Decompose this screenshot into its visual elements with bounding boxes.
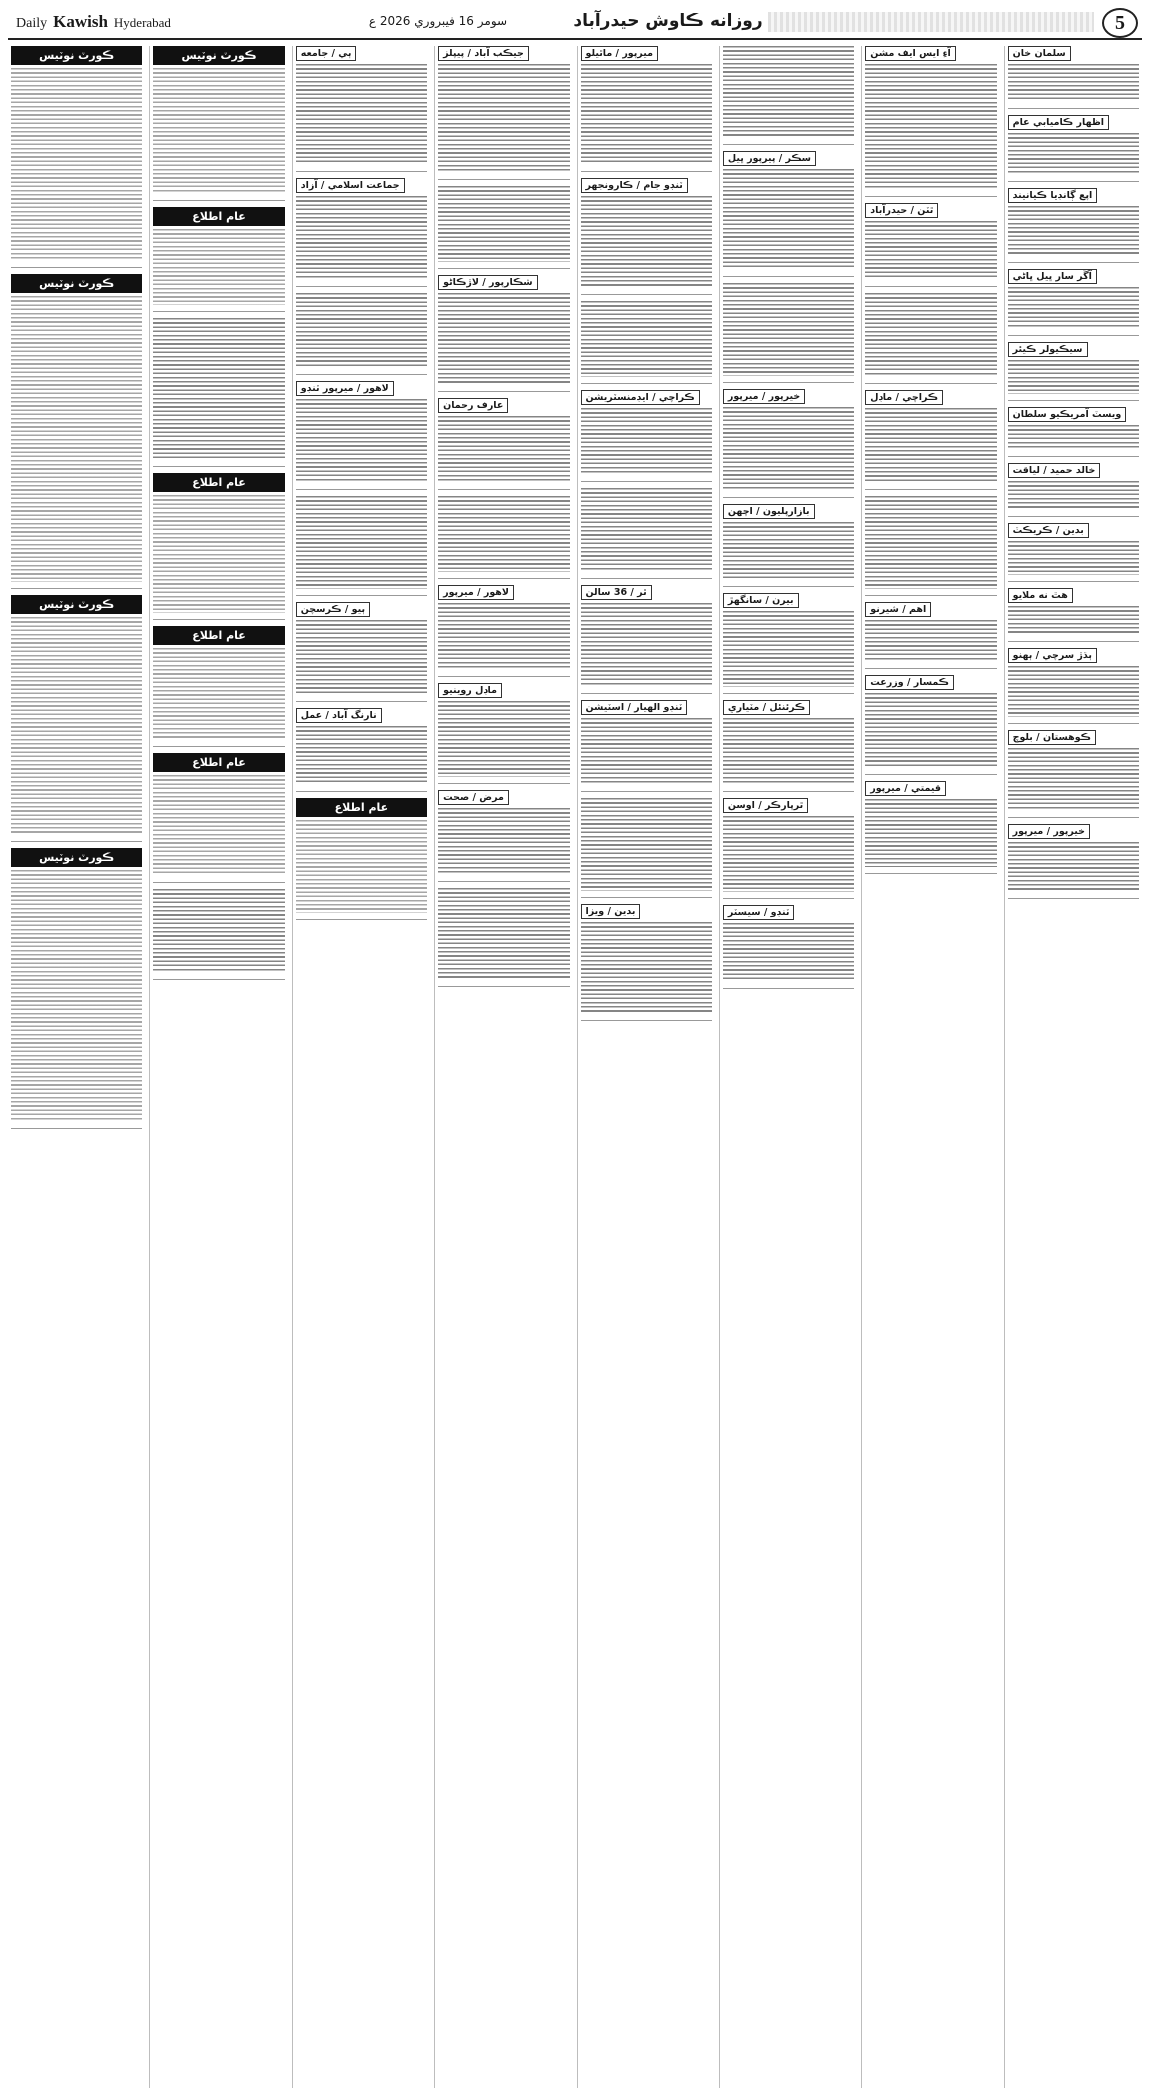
story-divider: [581, 383, 712, 384]
story-divider: [865, 873, 996, 874]
english-masthead: [8, 12, 308, 32]
story-heading: ٻڌڙ سرچي / ٻهنو: [1008, 648, 1097, 663]
news-story: [723, 283, 854, 375]
story-heading: بازارپليون / اچهن: [723, 504, 815, 519]
news-column: [292, 46, 430, 2088]
story-body-text: [438, 496, 569, 572]
news-story: [581, 700, 712, 785]
story-body-text: [153, 229, 284, 305]
story-divider: [153, 882, 284, 883]
story-heading: خيرپور / ميرپور: [723, 389, 805, 404]
story-divider: [581, 1020, 712, 1021]
news-story: [296, 293, 427, 369]
story-body-text: [723, 407, 854, 491]
news-story: [296, 496, 427, 588]
story-heading: هٿ نه ملايو: [1008, 588, 1073, 603]
story-divider: [723, 144, 854, 145]
story-divider: [438, 268, 569, 269]
story-divider: [865, 196, 996, 197]
news-story: [581, 904, 712, 1014]
story-heading: لاهور / ميرپور ٽنڊو: [296, 381, 394, 396]
story-divider: [581, 693, 712, 694]
story-divider: [723, 693, 854, 694]
story-divider: [865, 489, 996, 490]
news-story: [1008, 46, 1139, 102]
masthead: [8, 6, 1142, 40]
news-story: [438, 790, 569, 875]
story-body-text: [296, 496, 427, 588]
story-body-text: [581, 603, 712, 687]
news-story: [296, 602, 427, 696]
story-heading: مرض / صحت: [438, 790, 509, 805]
news-story: [1008, 342, 1139, 394]
story-divider: [865, 286, 996, 287]
news-story: [723, 798, 854, 892]
story-body-text: [153, 318, 284, 461]
story-heading: سڪر / پيرپور ڀيل: [723, 151, 816, 166]
story-divider: [1008, 516, 1139, 517]
news-story: [438, 186, 569, 262]
story-divider: [1008, 641, 1139, 642]
story-divider: [723, 382, 854, 383]
news-story: [296, 178, 427, 280]
news-story: [1008, 188, 1139, 256]
story-heading: سيڪيولر ڪيئر: [1008, 342, 1088, 357]
news-column: [149, 46, 287, 2088]
story-body-text: [153, 648, 284, 740]
news-story: [438, 275, 569, 385]
news-story: [865, 46, 996, 190]
story-heading: ماڊل روينيو: [438, 683, 502, 698]
story-body-text: [153, 495, 284, 613]
news-story: [723, 46, 854, 138]
story-body-text: [438, 603, 569, 670]
story-divider: [153, 200, 284, 201]
notice-heading: ڪورٽ نوٽيس: [11, 274, 142, 293]
story-body-text: [581, 64, 712, 165]
news-story: [1008, 648, 1139, 716]
notice-heading: ڪورٽ نوٽيس: [11, 595, 142, 614]
story-body-text: [723, 283, 854, 375]
story-divider: [1008, 108, 1139, 109]
news-story: [1008, 588, 1139, 635]
story-heading: ٿٽن / حيدرآباد: [865, 203, 938, 218]
story-body-text: [581, 718, 712, 785]
news-story: [723, 905, 854, 982]
story-heading: ٽنڊو / سيسٽر: [723, 905, 795, 920]
story-body-text: [865, 799, 996, 866]
story-body-text: [296, 196, 427, 280]
notice-heading: ڪورٽ نوٽيس: [11, 46, 142, 65]
story-heading: ڪرئنئل / مٽياري: [723, 700, 810, 715]
story-heading: شڪارپور / لاڙڪاڻو: [438, 275, 538, 290]
story-divider: [865, 774, 996, 775]
story-divider: [296, 489, 427, 490]
story-divider: [1008, 335, 1139, 336]
story-divider: [581, 481, 712, 482]
news-story: [296, 708, 427, 785]
page-number-badge: 5: [1102, 8, 1138, 38]
story-divider: [723, 586, 854, 587]
story-divider: [865, 595, 996, 596]
news-story: [153, 473, 284, 613]
masthead-ornament: [768, 12, 1094, 32]
news-column: [1004, 46, 1142, 2088]
story-heading: ڪوهستان / بلوچ: [1008, 730, 1096, 745]
story-heading: اپع ڳانڊيا ڪيانيند: [1008, 188, 1098, 203]
story-divider: [296, 171, 427, 172]
story-divider: [438, 489, 569, 490]
news-story: [153, 318, 284, 461]
story-divider: [438, 783, 569, 784]
story-heading: خالد حميد / لياقت: [1008, 463, 1101, 478]
story-body-text: [1008, 425, 1139, 450]
story-heading: ڪراچي / ماڊل: [865, 390, 943, 405]
story-divider: [865, 668, 996, 669]
story-divider: [11, 588, 142, 589]
news-column: [577, 46, 715, 2088]
masthead-city: Hyderabad: [113, 15, 171, 30]
story-body-text: [581, 488, 712, 572]
story-body-text: [11, 68, 142, 261]
news-story: [865, 390, 996, 484]
story-divider: [438, 986, 569, 987]
news-story: [296, 46, 427, 165]
story-heading: جيڪب آباد / پيپلز: [438, 46, 529, 61]
news-column: [8, 46, 145, 2088]
story-body-text: [581, 798, 712, 890]
news-story: [581, 301, 712, 377]
story-body-text: [865, 221, 996, 280]
story-divider: [438, 391, 569, 392]
news-story: [1008, 269, 1139, 329]
story-divider: [153, 466, 284, 467]
story-divider: [581, 294, 712, 295]
news-story: [1008, 115, 1139, 175]
story-body-text: [1008, 360, 1139, 394]
news-story: [296, 798, 427, 912]
news-story: [581, 798, 712, 890]
issue-date: سومر 16 فيبروري 2026 ع: [368, 14, 508, 28]
story-body-text: [438, 64, 569, 173]
news-story: [1008, 463, 1139, 510]
news-story: [153, 207, 284, 305]
story-body-text: [723, 816, 854, 892]
story-heading: بيرن / سانگهڙ: [723, 593, 799, 608]
news-story: [438, 496, 569, 572]
news-story: [1008, 407, 1139, 450]
story-body-text: [581, 922, 712, 1014]
news-story: [153, 753, 284, 876]
story-divider: [438, 881, 569, 882]
story-divider: [865, 383, 996, 384]
story-body-text: [723, 46, 854, 138]
news-story: [1008, 730, 1139, 811]
story-body-text: [1008, 64, 1139, 102]
news-column: [861, 46, 999, 2088]
story-body-text: [11, 870, 142, 1122]
story-heading: آڱر سار ڀيل ڀاڻي: [1008, 269, 1097, 284]
story-body-text: [438, 416, 569, 483]
story-body-text: [296, 64, 427, 165]
story-heading: ڪراچي / ايڊمنسٽريشن: [581, 390, 700, 405]
story-body-text: [1008, 842, 1139, 892]
story-divider: [1008, 262, 1139, 263]
story-divider: [1008, 723, 1139, 724]
news-column: [434, 46, 572, 2088]
news-story: [153, 626, 284, 740]
story-body-text: [581, 301, 712, 377]
story-divider: [1008, 181, 1139, 182]
story-divider: [1008, 581, 1139, 582]
story-heading: ٻي / جامعه: [296, 46, 357, 61]
story-divider: [723, 276, 854, 277]
news-story: [153, 46, 284, 194]
story-body-text: [296, 293, 427, 369]
story-divider: [296, 791, 427, 792]
news-story: [581, 46, 712, 165]
story-body-text: [296, 620, 427, 696]
story-heading: نارنگ آباد / عمل: [296, 708, 382, 723]
story-body-text: [1008, 133, 1139, 175]
story-divider: [296, 701, 427, 702]
notice-heading: عام اطلاع: [153, 753, 284, 772]
story-body-text: [296, 399, 427, 483]
story-heading: آءِ ايس ايف مشن: [865, 46, 956, 61]
story-body-text: [581, 408, 712, 475]
story-heading: جماعت اسلامي / آزاد: [296, 178, 405, 193]
story-body-text: [1008, 748, 1139, 811]
news-story: [438, 585, 569, 670]
story-divider: [723, 988, 854, 989]
news-story: [438, 398, 569, 483]
news-story: [723, 389, 854, 491]
story-heading: ميرپور / ماٿيلو: [581, 46, 658, 61]
story-divider: [153, 619, 284, 620]
news-story: [865, 602, 996, 662]
news-story: [723, 593, 854, 687]
story-divider: [1008, 898, 1139, 899]
story-divider: [581, 171, 712, 172]
story-heading: ٿرپارڪر / اوسن: [723, 798, 808, 813]
story-body-text: [1008, 541, 1139, 575]
story-divider: [438, 578, 569, 579]
story-heading: عارف رحمان: [438, 398, 508, 413]
story-body-text: [296, 820, 427, 912]
story-heading: ويسٽ آمريڪيو سلطان: [1008, 407, 1127, 422]
news-story: [865, 496, 996, 588]
story-heading: ٿر / 36 سالن: [581, 585, 652, 600]
story-heading: خيرپور / ميرپور: [1008, 824, 1090, 839]
story-heading: ٽنڊو جام / ڪارونجهر: [581, 178, 688, 193]
news-column: [719, 46, 857, 2088]
story-body-text: [438, 808, 569, 875]
story-body-text: [723, 611, 854, 687]
story-heading: بدين / ويزا: [581, 904, 641, 919]
story-body-text: [865, 293, 996, 377]
notice-heading: عام اطلاع: [153, 207, 284, 226]
story-divider: [438, 676, 569, 677]
story-body-text: [296, 726, 427, 785]
news-story: [11, 595, 142, 835]
news-story: [1008, 824, 1139, 892]
story-divider: [1008, 817, 1139, 818]
story-heading: سلمان خان: [1008, 46, 1071, 61]
story-heading: اهم / شيرنو: [865, 602, 931, 617]
story-heading: بدين / ڪريڪٽ: [1008, 523, 1089, 538]
story-heading: لاهور / ميرپور: [438, 585, 514, 600]
story-body-text: [153, 889, 284, 973]
story-body-text: [438, 888, 569, 980]
story-body-text: [723, 522, 854, 581]
story-body-text: [438, 701, 569, 777]
story-divider: [11, 841, 142, 842]
story-body-text: [153, 68, 284, 194]
story-divider: [581, 897, 712, 898]
story-body-text: [723, 718, 854, 785]
story-body-text: [11, 296, 142, 582]
news-story: [723, 151, 854, 270]
notice-heading: عام اطلاع: [153, 626, 284, 645]
story-body-text: [1008, 287, 1139, 329]
story-body-text: [438, 293, 569, 385]
news-story: [723, 504, 854, 581]
news-story: [438, 888, 569, 980]
story-divider: [296, 919, 427, 920]
story-divider: [1008, 400, 1139, 401]
story-divider: [296, 595, 427, 596]
story-body-text: [1008, 666, 1139, 716]
news-story: [865, 675, 996, 769]
sindhi-masthead: روزانه ڪاوش حيدرآباد: [573, 11, 763, 31]
story-body-text: [723, 169, 854, 270]
news-story: [438, 683, 569, 777]
notice-heading: ڪورٽ نوٽيس: [11, 848, 142, 867]
story-heading: قيمتي / ميرپور: [865, 781, 946, 796]
news-story: [581, 488, 712, 572]
story-heading: ٻيو / ڪرسچن: [296, 602, 370, 617]
story-body-text: [865, 64, 996, 190]
news-story: [581, 178, 712, 288]
story-divider: [438, 179, 569, 180]
story-body-text: [438, 186, 569, 262]
story-divider: [1008, 456, 1139, 457]
story-divider: [581, 791, 712, 792]
story-divider: [581, 578, 712, 579]
story-body-text: [865, 693, 996, 769]
news-story: [11, 848, 142, 1122]
news-columns: [8, 46, 1142, 2088]
news-story: [865, 781, 996, 866]
story-body-text: [865, 408, 996, 484]
story-divider: [296, 374, 427, 375]
story-divider: [723, 898, 854, 899]
story-heading: ٽنڊو الهيار / اسٽيشن: [581, 700, 688, 715]
news-story: [581, 390, 712, 475]
news-story: [1008, 523, 1139, 575]
news-story: [11, 274, 142, 582]
story-divider: [723, 791, 854, 792]
story-heading: ڪمسار / وزرعت: [865, 675, 954, 690]
story-divider: [153, 311, 284, 312]
story-body-text: [1008, 206, 1139, 256]
story-body-text: [723, 923, 854, 982]
masthead-daily: Daily: [16, 16, 48, 31]
story-body-text: [1008, 606, 1139, 635]
story-divider: [153, 979, 284, 980]
news-story: [865, 293, 996, 377]
news-story: [153, 889, 284, 973]
news-story: [296, 381, 427, 483]
notice-heading: عام اطلاع: [296, 798, 427, 817]
notice-heading: ڪورٽ نوٽيس: [153, 46, 284, 65]
story-body-text: [1008, 481, 1139, 510]
news-story: [865, 203, 996, 280]
story-body-text: [11, 617, 142, 835]
story-divider: [11, 1128, 142, 1129]
news-story: [581, 585, 712, 687]
story-heading: اظهار ڪاميابي عام: [1008, 115, 1109, 130]
story-divider: [723, 497, 854, 498]
story-divider: [296, 286, 427, 287]
story-divider: [11, 267, 142, 268]
story-body-text: [153, 775, 284, 876]
story-divider: [153, 746, 284, 747]
news-story: [723, 700, 854, 785]
story-body-text: [865, 496, 996, 588]
news-story: [11, 46, 142, 261]
notice-heading: عام اطلاع: [153, 473, 284, 492]
story-body-text: [581, 196, 712, 288]
story-body-text: [865, 620, 996, 662]
news-story: [438, 46, 569, 173]
masthead-name: Kawish: [53, 12, 108, 31]
